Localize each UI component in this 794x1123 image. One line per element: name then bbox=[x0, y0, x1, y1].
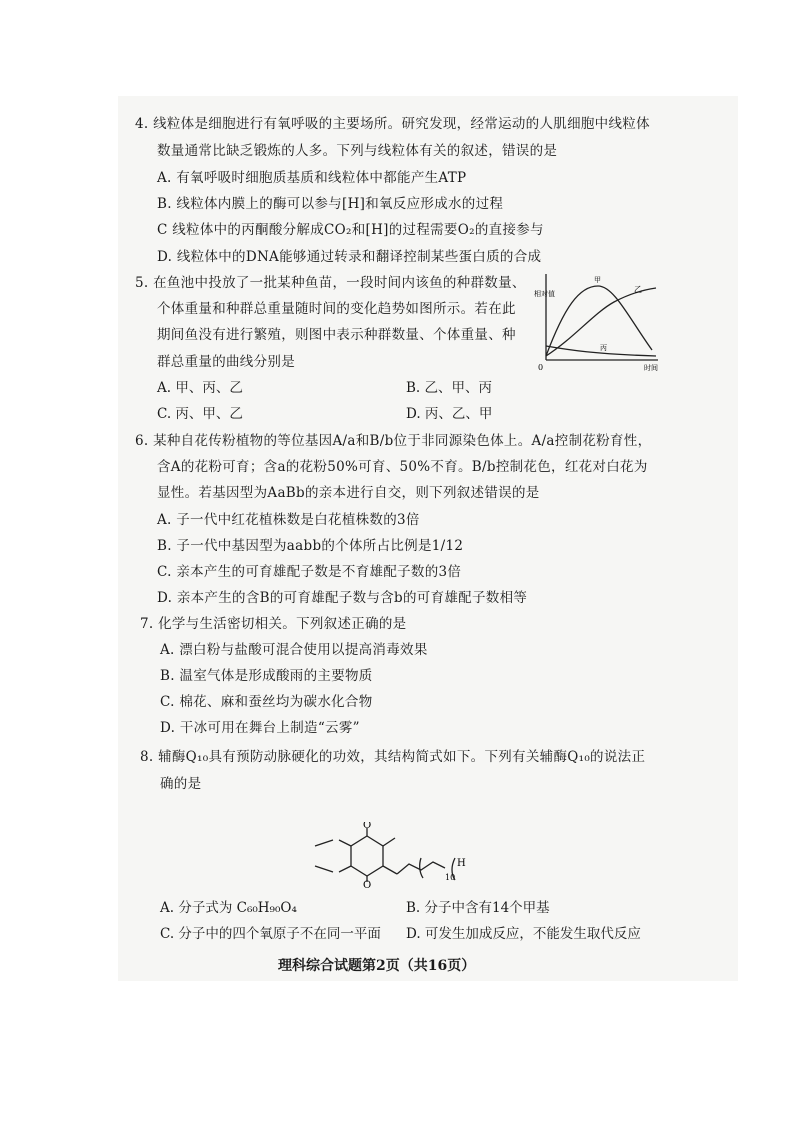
q7-option-a: A. 漂白粉与盐酸可混合使用以提高消毒效果 bbox=[160, 642, 428, 658]
page-footer: 理科综合试题第2页（共16页） bbox=[278, 958, 476, 974]
q4-option-a: A. 有氧呼吸时细胞质基质和线粒体中都能产生ATP bbox=[157, 170, 467, 186]
label-yi: 乙 bbox=[634, 285, 642, 294]
quinone-ring bbox=[351, 836, 383, 876]
q7-option-d: D. 干冰可用在舞台上制造“云雾” bbox=[160, 720, 360, 736]
q6-stem-line1: 6. 某种自花传粉植物的等位基因A/a和B/b位于非同源染色体上。A/a控制花粉育性， bbox=[135, 433, 652, 449]
q5-stem-line2: 个体重量和种群总重量随时间的变化趋势如图所示。若在此 bbox=[157, 301, 516, 317]
oxygen-bottom: O bbox=[363, 880, 372, 888]
q7-stem: 7. 化学与生活密切相关。下列叙述正确的是 bbox=[140, 616, 407, 632]
q7-option-c: C. 棉花、麻和蚕丝均为碳水化合物 bbox=[160, 694, 373, 710]
oxygen-top: O bbox=[363, 822, 372, 831]
q5-option-b: B. 乙、甲、丙 bbox=[406, 380, 493, 396]
q7-option-b: B. 温室气体是形成酸雨的主要物质 bbox=[160, 668, 373, 684]
q4-stem-line1: 4. 线粒体是细胞进行有氧呼吸的主要场所。研究发现，经常运动的人肌细胞中线粒体 bbox=[135, 116, 650, 132]
population-curve-figure bbox=[534, 268, 664, 372]
q6-stem-line2: 含A的花粉可育；含a的花粉50%可育、50%不育。B/b控制花色，红花对白花为 bbox=[157, 459, 648, 475]
q5-stem-line1: 5. 在鱼池中投放了一批某种鱼苗，一段时间内该鱼的种群数量、 bbox=[135, 275, 526, 291]
label-jia: 甲 bbox=[594, 276, 601, 284]
q6-stem-line3: 显性。若基因型为AaBb的亲本进行自交，则下列叙述错误的是 bbox=[157, 485, 540, 501]
q8-stem-line1: 8. 辅酶Q₁₀具有预防动脉硬化的功效，其结构简式如下。下列有关辅酶Q₁₀的说法正 bbox=[140, 749, 646, 765]
label-bing: 丙 bbox=[600, 344, 607, 352]
q8-option-a: A. 分子式为 C₆₀H₉₀O₄ bbox=[160, 900, 297, 916]
coenzyme-q10-structure bbox=[305, 822, 505, 888]
hydrogen-label: H bbox=[457, 858, 466, 869]
curve-jia bbox=[546, 286, 652, 356]
chart-ylabel: 相对值 bbox=[534, 290, 555, 298]
repeat-count: 10 bbox=[445, 873, 456, 882]
q4-option-b: B. 线粒体内膜上的酶可以参与[H]和氧反应形成水的过程 bbox=[157, 196, 504, 212]
q5-stem-line3: 期间鱼没有进行繁殖，则图中表示种群数量、个体重量、种 bbox=[157, 327, 516, 343]
q6-option-b: B. 子一代中基因型为aabb的个体所占比例是1/12 bbox=[157, 538, 464, 554]
chart-xlabel: 时间 bbox=[644, 364, 658, 372]
q6-option-a: A. 子一代中红花植株数是白花植株数的3倍 bbox=[157, 512, 420, 528]
q4-option-c: C 线粒体中的丙酮酸分解成CO₂和[H]的过程需要O₂的直接参与 bbox=[157, 222, 544, 238]
q5-option-c: C. 丙、甲、乙 bbox=[157, 406, 243, 422]
q6-option-c: C. 亲本产生的可育雄配子数是不育雄配子数的3倍 bbox=[157, 564, 462, 580]
q8-option-d: D. 可发生加成反应，不能发生取代反应 bbox=[406, 926, 641, 942]
q6-option-d: D. 亲本产生的含B的可育雄配子数与含b的可育雄配子数相等 bbox=[157, 590, 528, 606]
q4-option-d: D. 线粒体中的DNA能够通过转录和翻译控制某些蛋白质的合成 bbox=[157, 249, 542, 265]
q5-option-a: A. 甲、丙、乙 bbox=[157, 380, 243, 396]
q8-option-c: C. 分子中的四个氧原子不在同一平面 bbox=[160, 926, 381, 942]
q5-stem-line4: 群总重量的曲线分别是 bbox=[157, 354, 295, 370]
q8-stem-line2: 确的是 bbox=[160, 776, 202, 792]
q8-option-b: B. 分子中含有14个甲基 bbox=[406, 900, 550, 916]
q4-stem-line2: 数量通常比缺乏锻炼的人多。下列与线粒体有关的叙述，错误的是 bbox=[157, 143, 558, 159]
chart-origin: 0 bbox=[538, 363, 544, 372]
q5-option-d: D. 丙、乙、甲 bbox=[406, 406, 493, 422]
